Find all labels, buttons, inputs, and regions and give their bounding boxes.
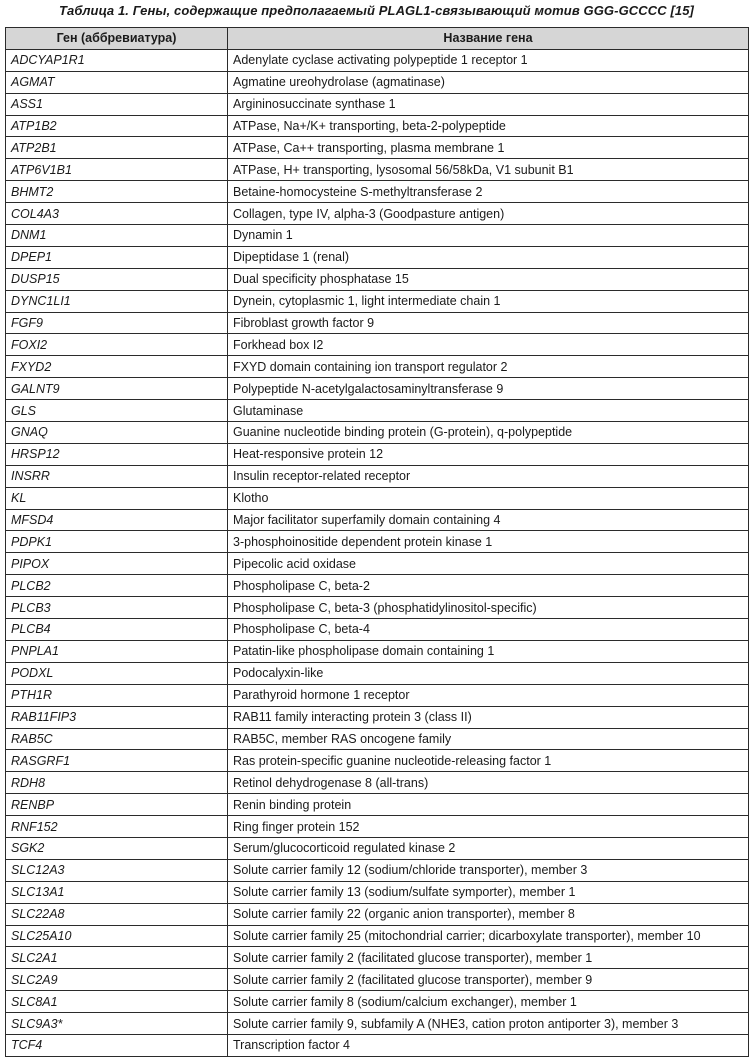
- table-row: [6, 268, 749, 290]
- table-row: [6, 619, 749, 641]
- table-row: [6, 356, 749, 378]
- gene-abbreviation-cell: PDPK1: [6, 531, 228, 553]
- gene-name-cell: FXYD domain containing ion transport regulator 2: [228, 356, 749, 378]
- table-row: [6, 531, 749, 553]
- table-row: [6, 662, 749, 684]
- table-row: [6, 290, 749, 312]
- gene-abbreviation-cell: RAB5C: [6, 728, 228, 750]
- gene-abbreviation-cell: INSRR: [6, 465, 228, 487]
- gene-name-cell: Transcription factor 4: [228, 1034, 749, 1056]
- gene-name-cell: Fibroblast growth factor 9: [228, 312, 749, 334]
- gene-abbreviation-cell: HRSP12: [6, 443, 228, 465]
- gene-name-cell: ATPase, Na+/K+ transporting, beta-2-polypeptide: [228, 115, 749, 137]
- gene-name-cell: Renin binding protein: [228, 794, 749, 816]
- gene-name-cell: Major facilitator superfamily domain containing 4: [228, 509, 749, 531]
- table-row: [6, 969, 749, 991]
- gene-name-cell: Betaine-homocysteine S-methyltransferase 2: [228, 181, 749, 203]
- gene-abbreviation-cell: PLCB3: [6, 597, 228, 619]
- table-row: [6, 816, 749, 838]
- gene-abbreviation-cell: KL: [6, 487, 228, 509]
- gene-name-cell: 3-phosphoinositide dependent protein kinase 1: [228, 531, 749, 553]
- gene-abbreviation-cell: RNF152: [6, 816, 228, 838]
- gene-name-cell: Dynamin 1: [228, 225, 749, 247]
- table-row: [6, 684, 749, 706]
- gene-name-cell: Insulin receptor-related receptor: [228, 465, 749, 487]
- gene-abbreviation-cell: DNM1: [6, 225, 228, 247]
- table-row: [6, 1034, 749, 1056]
- table-row: [6, 334, 749, 356]
- gene-name-cell: Serum/glucocorticoid regulated kinase 2: [228, 837, 749, 859]
- gene-abbreviation-cell: BHMT2: [6, 181, 228, 203]
- table-row: [6, 487, 749, 509]
- gene-name-cell: Ring finger protein 152: [228, 816, 749, 838]
- gene-abbreviation-cell: SLC2A1: [6, 947, 228, 969]
- gene-name-cell: Solute carrier family 9, subfamily A (NHE3, cation proton antiporter 3), member 3: [228, 1013, 749, 1035]
- table-row: [6, 225, 749, 247]
- gene-abbreviation-cell: PTH1R: [6, 684, 228, 706]
- gene-abbreviation-cell: ATP1B2: [6, 115, 228, 137]
- table-row: [6, 925, 749, 947]
- table-row: [6, 465, 749, 487]
- gene-name-cell: Glutaminase: [228, 400, 749, 422]
- gene-abbreviation-cell: FOXI2: [6, 334, 228, 356]
- gene-abbreviation-cell: PIPOX: [6, 553, 228, 575]
- table-row: [6, 49, 749, 71]
- gene-abbreviation-cell: SLC8A1: [6, 991, 228, 1013]
- table-row: [6, 509, 749, 531]
- table-row: [6, 597, 749, 619]
- table-row: [6, 837, 749, 859]
- table-row: [6, 181, 749, 203]
- table-header: [6, 28, 749, 50]
- gene-name-cell: Solute carrier family 2 (facilitated glucose transporter), member 1: [228, 947, 749, 969]
- table-row: [6, 115, 749, 137]
- gene-name-cell: Ras protein-specific guanine nucleotide-releasing factor 1: [228, 750, 749, 772]
- gene-abbreviation-cell: COL4A3: [6, 203, 228, 225]
- table-row: [6, 400, 749, 422]
- gene-abbreviation-cell: PNPLA1: [6, 640, 228, 662]
- gene-name-cell: Heat-responsive protein 12: [228, 443, 749, 465]
- gene-name-cell: Solute carrier family 8 (sodium/calcium exchanger), member 1: [228, 991, 749, 1013]
- gene-name-cell: ATPase, H+ transporting, lysosomal 56/58kDa, V1 subunit B1: [228, 159, 749, 181]
- gene-name-cell: Retinol dehydrogenase 8 (all-trans): [228, 772, 749, 794]
- column-header-gene: Ген (аббревиатура): [6, 28, 228, 50]
- table-row: [6, 640, 749, 662]
- gene-abbreviation-cell: SLC9A3*: [6, 1013, 228, 1035]
- table-row: [6, 772, 749, 794]
- gene-abbreviation-cell: GNAQ: [6, 422, 228, 444]
- header-row: [6, 28, 749, 50]
- table-row: [6, 750, 749, 772]
- column-header-name: Название гена: [228, 28, 749, 50]
- table-row: [6, 947, 749, 969]
- gene-name-cell: Polypeptide N-acetylgalactosaminyltransferase 9: [228, 378, 749, 400]
- gene-abbreviation-cell: AGMAT: [6, 71, 228, 93]
- gene-abbreviation-cell: ASS1: [6, 93, 228, 115]
- table-row: [6, 203, 749, 225]
- table-row: [6, 159, 749, 181]
- gene-abbreviation-cell: SLC22A8: [6, 903, 228, 925]
- gene-abbreviation-cell: ADCYAP1R1: [6, 49, 228, 71]
- table-row: [6, 93, 749, 115]
- gene-table-container: [5, 27, 748, 1057]
- gene-name-cell: Patatin-like phospholipase domain containing 1: [228, 640, 749, 662]
- gene-abbreviation-cell: SLC13A1: [6, 881, 228, 903]
- table-row: [6, 1013, 749, 1035]
- table-row: [6, 378, 749, 400]
- gene-name-cell: Podocalyxin-like: [228, 662, 749, 684]
- gene-name-cell: Agmatine ureohydrolase (agmatinase): [228, 71, 749, 93]
- table-row: [6, 575, 749, 597]
- table-row: [6, 859, 749, 881]
- gene-name-cell: Adenylate cyclase activating polypeptide 1 receptor 1: [228, 49, 749, 71]
- gene-name-cell: Collagen, type IV, alpha-3 (Goodpasture antigen): [228, 203, 749, 225]
- gene-abbreviation-cell: ATP6V1B1: [6, 159, 228, 181]
- gene-abbreviation-cell: GLS: [6, 400, 228, 422]
- gene-abbreviation-cell: DPEP1: [6, 246, 228, 268]
- gene-name-cell: Phospholipase C, beta-2: [228, 575, 749, 597]
- gene-abbreviation-cell: PODXL: [6, 662, 228, 684]
- gene-name-cell: RAB5C, member RAS oncogene family: [228, 728, 749, 750]
- table-row: [6, 794, 749, 816]
- table-row: [6, 706, 749, 728]
- gene-name-cell: Argininosuccinate synthase 1: [228, 93, 749, 115]
- table-row: [6, 443, 749, 465]
- gene-name-cell: RAB11 family interacting protein 3 (class II): [228, 706, 749, 728]
- table-row: [6, 903, 749, 925]
- gene-abbreviation-cell: PLCB4: [6, 619, 228, 641]
- gene-name-cell: ATPase, Ca++ transporting, plasma membrane 1: [228, 137, 749, 159]
- table-row: [6, 553, 749, 575]
- gene-name-cell: Forkhead box I2: [228, 334, 749, 356]
- gene-name-cell: Dual specificity phosphatase 15: [228, 268, 749, 290]
- gene-abbreviation-cell: FGF9: [6, 312, 228, 334]
- table-body: [6, 49, 749, 1056]
- gene-abbreviation-cell: SLC12A3: [6, 859, 228, 881]
- gene-name-cell: Solute carrier family 12 (sodium/chloride transporter), member 3: [228, 859, 749, 881]
- gene-abbreviation-cell: MFSD4: [6, 509, 228, 531]
- table-row: [6, 728, 749, 750]
- gene-name-cell: Klotho: [228, 487, 749, 509]
- gene-abbreviation-cell: TCF4: [6, 1034, 228, 1056]
- gene-abbreviation-cell: SLC25A10: [6, 925, 228, 947]
- gene-name-cell: Solute carrier family 25 (mitochondrial carrier; dicarboxylate transporter), member 10: [228, 925, 749, 947]
- gene-abbreviation-cell: RENBP: [6, 794, 228, 816]
- table-row: [6, 312, 749, 334]
- gene-abbreviation-cell: DUSP15: [6, 268, 228, 290]
- gene-abbreviation-cell: GALNT9: [6, 378, 228, 400]
- table-row: [6, 246, 749, 268]
- gene-table: [5, 27, 749, 1057]
- gene-name-cell: Phospholipase C, beta-3 (phosphatidylinositol-specific): [228, 597, 749, 619]
- gene-name-cell: Pipecolic acid oxidase: [228, 553, 749, 575]
- table-caption: Таблица 1. Гены, содержащие предполагаемый PLAGL1-связывающий мотив GGG-GCCCC [15]: [59, 3, 694, 18]
- table-row: [6, 881, 749, 903]
- gene-name-cell: Dipeptidase 1 (renal): [228, 246, 749, 268]
- gene-abbreviation-cell: PLCB2: [6, 575, 228, 597]
- gene-abbreviation-cell: SLC2A9: [6, 969, 228, 991]
- gene-abbreviation-cell: DYNC1LI1: [6, 290, 228, 312]
- table-row: [6, 991, 749, 1013]
- gene-name-cell: Parathyroid hormone 1 receptor: [228, 684, 749, 706]
- gene-name-cell: Solute carrier family 22 (organic anion transporter), member 8: [228, 903, 749, 925]
- gene-abbreviation-cell: FXYD2: [6, 356, 228, 378]
- gene-abbreviation-cell: SGK2: [6, 837, 228, 859]
- gene-name-cell: Guanine nucleotide binding protein (G-protein), q-polypeptide: [228, 422, 749, 444]
- gene-abbreviation-cell: RAB11FIP3: [6, 706, 228, 728]
- gene-abbreviation-cell: ATP2B1: [6, 137, 228, 159]
- gene-name-cell: Solute carrier family 2 (facilitated glucose transporter), member 9: [228, 969, 749, 991]
- table-row: [6, 422, 749, 444]
- gene-name-cell: Phospholipase C, beta-4: [228, 619, 749, 641]
- gene-abbreviation-cell: RASGRF1: [6, 750, 228, 772]
- table-row: [6, 71, 749, 93]
- gene-abbreviation-cell: RDH8: [6, 772, 228, 794]
- gene-name-cell: Dynein, cytoplasmic 1, light intermediate chain 1: [228, 290, 749, 312]
- gene-name-cell: Solute carrier family 13 (sodium/sulfate symporter), member 1: [228, 881, 749, 903]
- table-row: [6, 137, 749, 159]
